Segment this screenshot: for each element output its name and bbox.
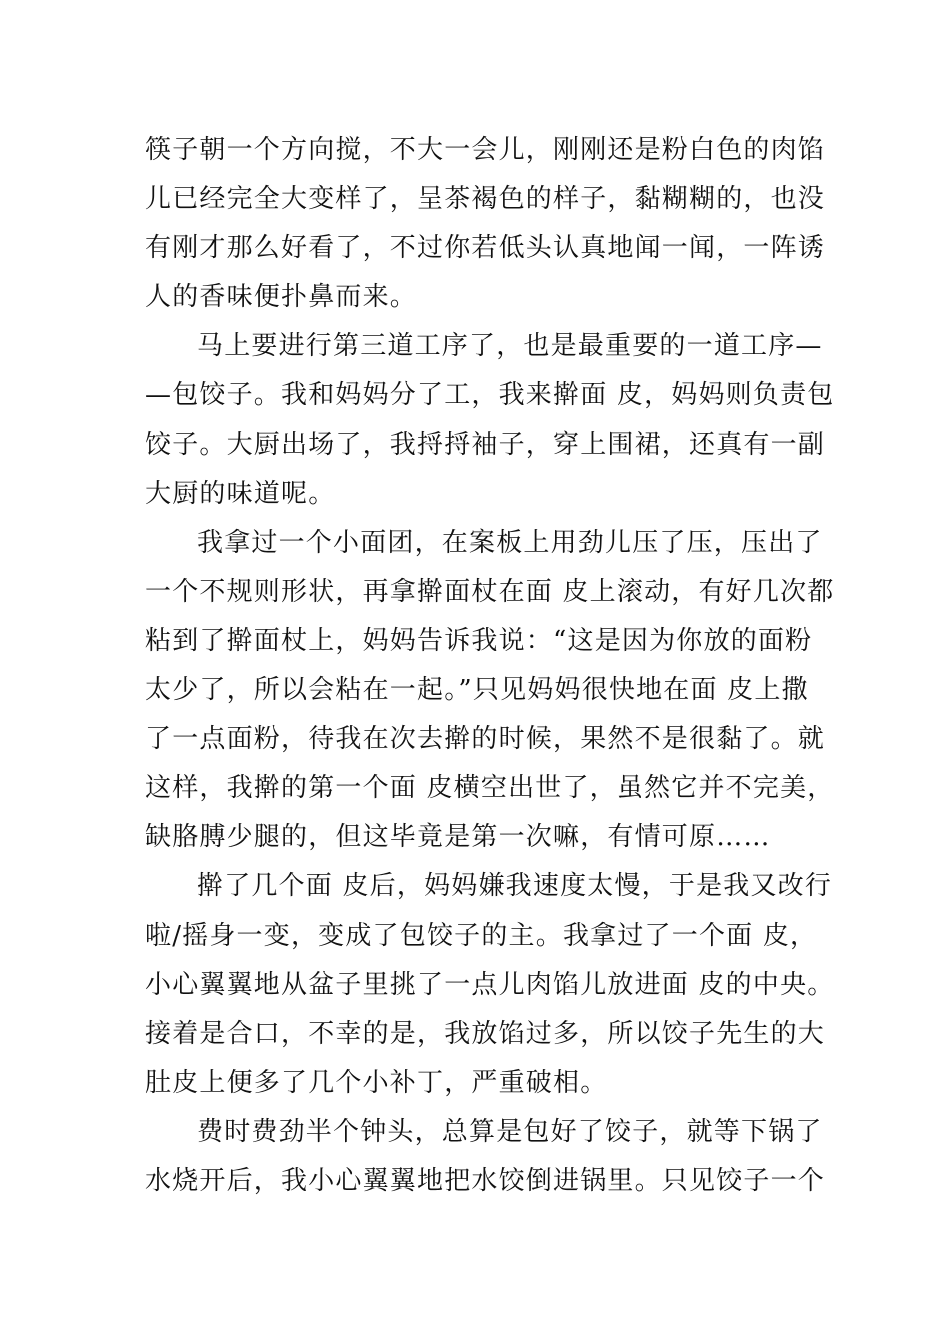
text-line: 小心翼翼地从盆子里挑了一点儿肉馅儿放进面 皮的中央。 (145, 969, 835, 1000)
text-line: 了一点面粉，待我在次去擀的时候，果然不是很黏了。就 (145, 724, 826, 755)
text-line: 有刚才那么好看了，不过你若低头认真地闻一闻，一阵诱 (145, 233, 826, 264)
text-line: 人的香味便扑鼻而来。 (145, 282, 418, 313)
text-line: 筷子朝一个方向搅，不大一会儿，刚刚还是粉白色的肉馅 (145, 135, 826, 165)
paragraph-first-line: 费时费劲半个钟头，总算是包好了饺子，就等下锅了 (197, 1116, 823, 1147)
text-line: —包饺子。我和妈妈分了工，我来擀面 皮，妈妈则负责包 (145, 380, 835, 411)
text-line: 缺胳膊少腿的，但这毕竟是第一次嘛，有情可原…… (145, 822, 771, 853)
text-line: 啦/摇身一变，变成了包饺子的主。我拿过了一个面 皮， (145, 920, 818, 951)
text-line: 肚皮上便多了几个小补丁，严重破相。 (145, 1067, 608, 1098)
text-line: 太少了，所以会粘在一起。”只见妈妈很快地在面 皮上撒 (145, 675, 809, 706)
text-line: 接着是合口，不幸的是，我放馅过多，所以饺子先生的大 (145, 1018, 826, 1049)
text-line: 水烧开后，我小心翼翼地把水饺倒进锅里。只见饺子一个 (145, 1165, 826, 1196)
text-line: 儿已经完全大变样了，呈茶褐色的样子，黏糊糊的，也没 (145, 184, 826, 215)
text-line: 这样，我擀的第一个面 皮横空出世了，虽然它并不完美， (145, 773, 835, 804)
paragraph-first-line: 我拿过一个小面团，在案板上用劲儿压了压，压出了 (197, 527, 823, 558)
text-line: 一个不规则形状，再拿擀面杖在面 皮上滚动，有好几次都 (145, 576, 835, 607)
text-line: 粘到了擀面杖上，妈妈告诉我说：“这是因为你放的面粉 (145, 625, 813, 656)
text-line: 饺子。大厨出场了，我捋捋袖子，穿上围裙，还真有一副 (145, 429, 826, 460)
body-text (145, 126, 835, 1206)
paragraph-first-line: 擀了几个面 皮后，妈妈嫌我速度太慢，于是我又改行 (197, 871, 833, 902)
text-line: 大厨的味道呢。 (145, 478, 336, 509)
paragraph-first-line: 马上要进行第三道工序了，也是最重要的一道工序— (197, 331, 823, 362)
